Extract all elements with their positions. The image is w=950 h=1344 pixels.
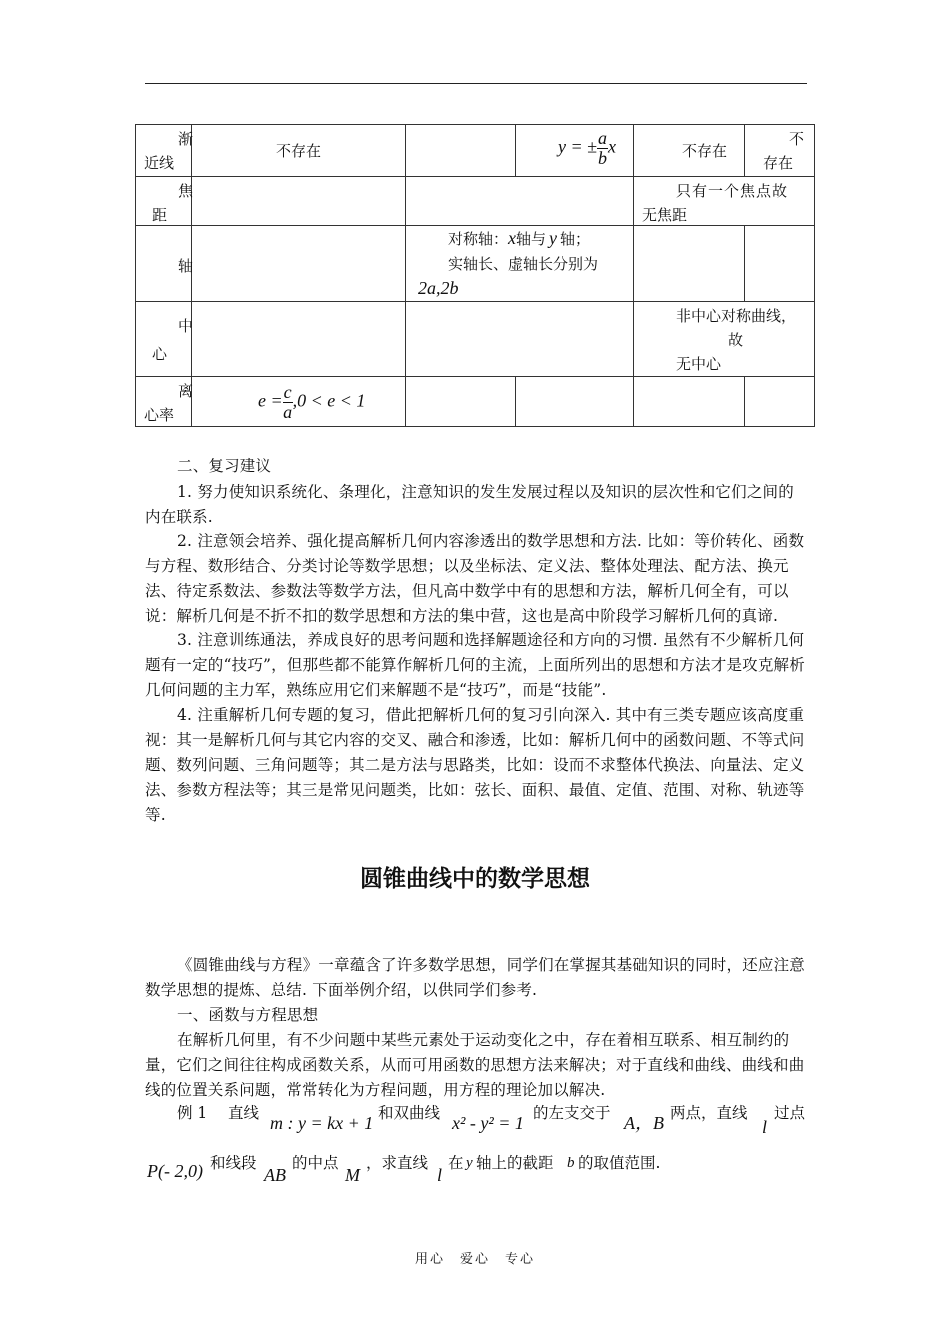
table-row (136, 377, 815, 427)
cell (745, 125, 815, 177)
row-label (136, 226, 192, 302)
formula-lhs: e = (258, 390, 283, 411)
paragraph: 1. 努力使知识系统化、条理化，注意知识的发生发展过程以及知识的层次性和它们之间的内在联系. (145, 483, 794, 526)
paragraph: 3. 注意训练通法，养成良好的思考问题和选择解题途径和方向的习惯. 虽然有不少解析几何题有一定的“技巧”，但那些都不能算作解析几何的主流，上面所列出的思想和方法才是攻克解析几何问题的主力军，熟练应用它们来解题不是“技巧”，而是“技能”. (145, 631, 805, 699)
text: 的左支交于 (533, 1104, 611, 1122)
table-row (136, 125, 815, 177)
cell (745, 377, 815, 427)
math-b: b (567, 1155, 575, 1171)
label-bottom: 距 (152, 206, 168, 224)
formula-suffix: x (608, 136, 617, 157)
table-row (136, 226, 815, 302)
cell (192, 377, 406, 427)
cell-text: 不 (789, 130, 805, 148)
label-top: 焦 (178, 182, 194, 200)
example-label: 例 1 (177, 1104, 208, 1122)
cell (406, 377, 516, 427)
math-y: y (549, 228, 558, 248)
header-rule (145, 83, 807, 84)
cell-text: 非中心对称曲线， (676, 307, 797, 325)
fraction (283, 383, 293, 422)
section-heading: 二、复习建议 (177, 457, 272, 475)
asymptote-formula (558, 129, 616, 168)
label-top: 中 (178, 317, 194, 335)
text: 和双曲线 (378, 1104, 441, 1122)
conic-properties-table (135, 124, 815, 427)
cell-text: 不存在 (276, 142, 322, 160)
fraction-den: a (283, 402, 293, 422)
cell (192, 177, 406, 226)
cell (192, 302, 406, 377)
line-l: l (762, 1117, 768, 1137)
cell (634, 177, 815, 226)
cell-text: 故 (728, 331, 744, 349)
point-m: M (345, 1165, 360, 1185)
page-title: 圆锥曲线中的数学思想 (360, 866, 590, 892)
points-ab: A，B (624, 1113, 664, 1133)
line-equation: m : y = kx + 1 (270, 1113, 374, 1133)
page-footer: 用心 爱心 专心 (414, 1252, 535, 1267)
label-bottom: 心 (152, 345, 168, 363)
table-row (136, 302, 815, 377)
text: ，求直线 (366, 1154, 429, 1172)
eccentricity-formula (258, 383, 365, 422)
row-label (136, 125, 192, 177)
cell-text: 对称轴： (448, 230, 509, 248)
fraction-num: a (598, 128, 608, 148)
cell (516, 377, 634, 427)
paragraph: 4. 注重解析几何专题的复习，借此把解析几何的复习引向深入. 其中有三类专题应该高度重视：其一是解析几何与其它内容的交叉、融合和渗透，比如：解析几何中的函数问题、不等式问题、数列问题、三角问题等；其二是方法与思路类，比如：设而不求整体代换法、向量法、定义法、参数方程法等；其三是常见问题类，比如：弦长、面积、最值、定值、范围、对称、轨迹等等. (145, 706, 805, 824)
cell (634, 125, 745, 177)
cell (634, 226, 745, 302)
cell (745, 226, 815, 302)
cell-text: 无焦距 (642, 206, 688, 224)
label-bottom: 心率 (144, 406, 175, 424)
formula-lhs: y = ± (558, 136, 598, 157)
label-top: 轴 (178, 257, 194, 275)
cell-text: 存在 (763, 154, 794, 172)
text: 直线 (228, 1104, 260, 1122)
text: 的取值范围. (578, 1154, 661, 1172)
cell (634, 302, 815, 377)
label-bottom: 近线 (144, 154, 175, 172)
cell (406, 177, 634, 226)
cell (406, 302, 634, 377)
cell (192, 125, 406, 177)
text: 和线段 (210, 1154, 257, 1172)
paragraph: 《圆锥曲线与方程》一章蕴含了许多数学思想，同学们在掌握其基础知识的同时，还应注意数学思想的提炼、总结. 下面举例介绍，以供同学们参考. (145, 956, 806, 999)
formula-suffix: ,0 < e < 1 (292, 390, 366, 411)
text: 的中点 (292, 1154, 339, 1172)
math-x: x (508, 228, 517, 248)
row-label (136, 302, 192, 377)
paragraph: 2. 注意领会培养、强化提高解析几何内容渗透出的数学思想和方法. 比如：等价转化、函数与方程、数形结合、分类讨论等数学思想；以及坐标法、定义法、整体处理法、配方法、换元法、待定系数法、参数法等数学方法，但凡高中数学中有的思想和方法，解析几何全有，可以说：解析几何是不折不扣的数学思想和方法的集中营，这也是高中阶段学习解析几何的真谛. (145, 532, 805, 625)
cell (516, 125, 634, 177)
cell-math: 2a,2b (418, 278, 459, 298)
math-y: y (466, 1155, 473, 1171)
cell-text: 轴； (560, 230, 591, 248)
text: 轴上的截距 (476, 1154, 554, 1172)
text: 在 (448, 1154, 464, 1172)
text: 两点，直线 (670, 1104, 748, 1122)
text: 过点 (774, 1104, 806, 1122)
fraction-den: b (598, 148, 608, 168)
label-top: 渐 (178, 130, 194, 148)
fraction (597, 129, 608, 168)
line-l: l (437, 1165, 443, 1185)
row-label (136, 377, 192, 427)
cell-text: 轴与 (516, 230, 547, 248)
cell-text: 不存在 (682, 142, 728, 160)
cell (406, 226, 634, 302)
label-top: 离 (178, 382, 194, 400)
row-label (136, 177, 192, 226)
cell (406, 125, 516, 177)
cell-text: 无中心 (676, 355, 722, 373)
paragraph: 在解析几何里，有不少问题中某些元素处于运动变化之中，存在着相互联系、相互制约的量，它们之间往往构成函数关系，从而可用函数的思想方法来解决；对于直线和曲线、曲线和曲线的位置关系问题，常常转化为方程问题，用方程的理论加以解决. (145, 1031, 805, 1099)
point-p: P(- 2,0) (147, 1161, 203, 1181)
cell (192, 226, 406, 302)
cell-text: 实轴长、虚轴长分别为 (448, 255, 599, 273)
cell (634, 377, 745, 427)
hyperbola-equation: x² - y² = 1 (452, 1113, 524, 1133)
cell-text: 只有一个焦点故 (676, 182, 789, 200)
segment-ab: AB (264, 1165, 286, 1185)
axis-line1 (448, 226, 590, 251)
table-row (136, 177, 815, 226)
fraction-num: c (283, 382, 292, 402)
section-heading: 一、函数与方程思想 (177, 1006, 319, 1024)
